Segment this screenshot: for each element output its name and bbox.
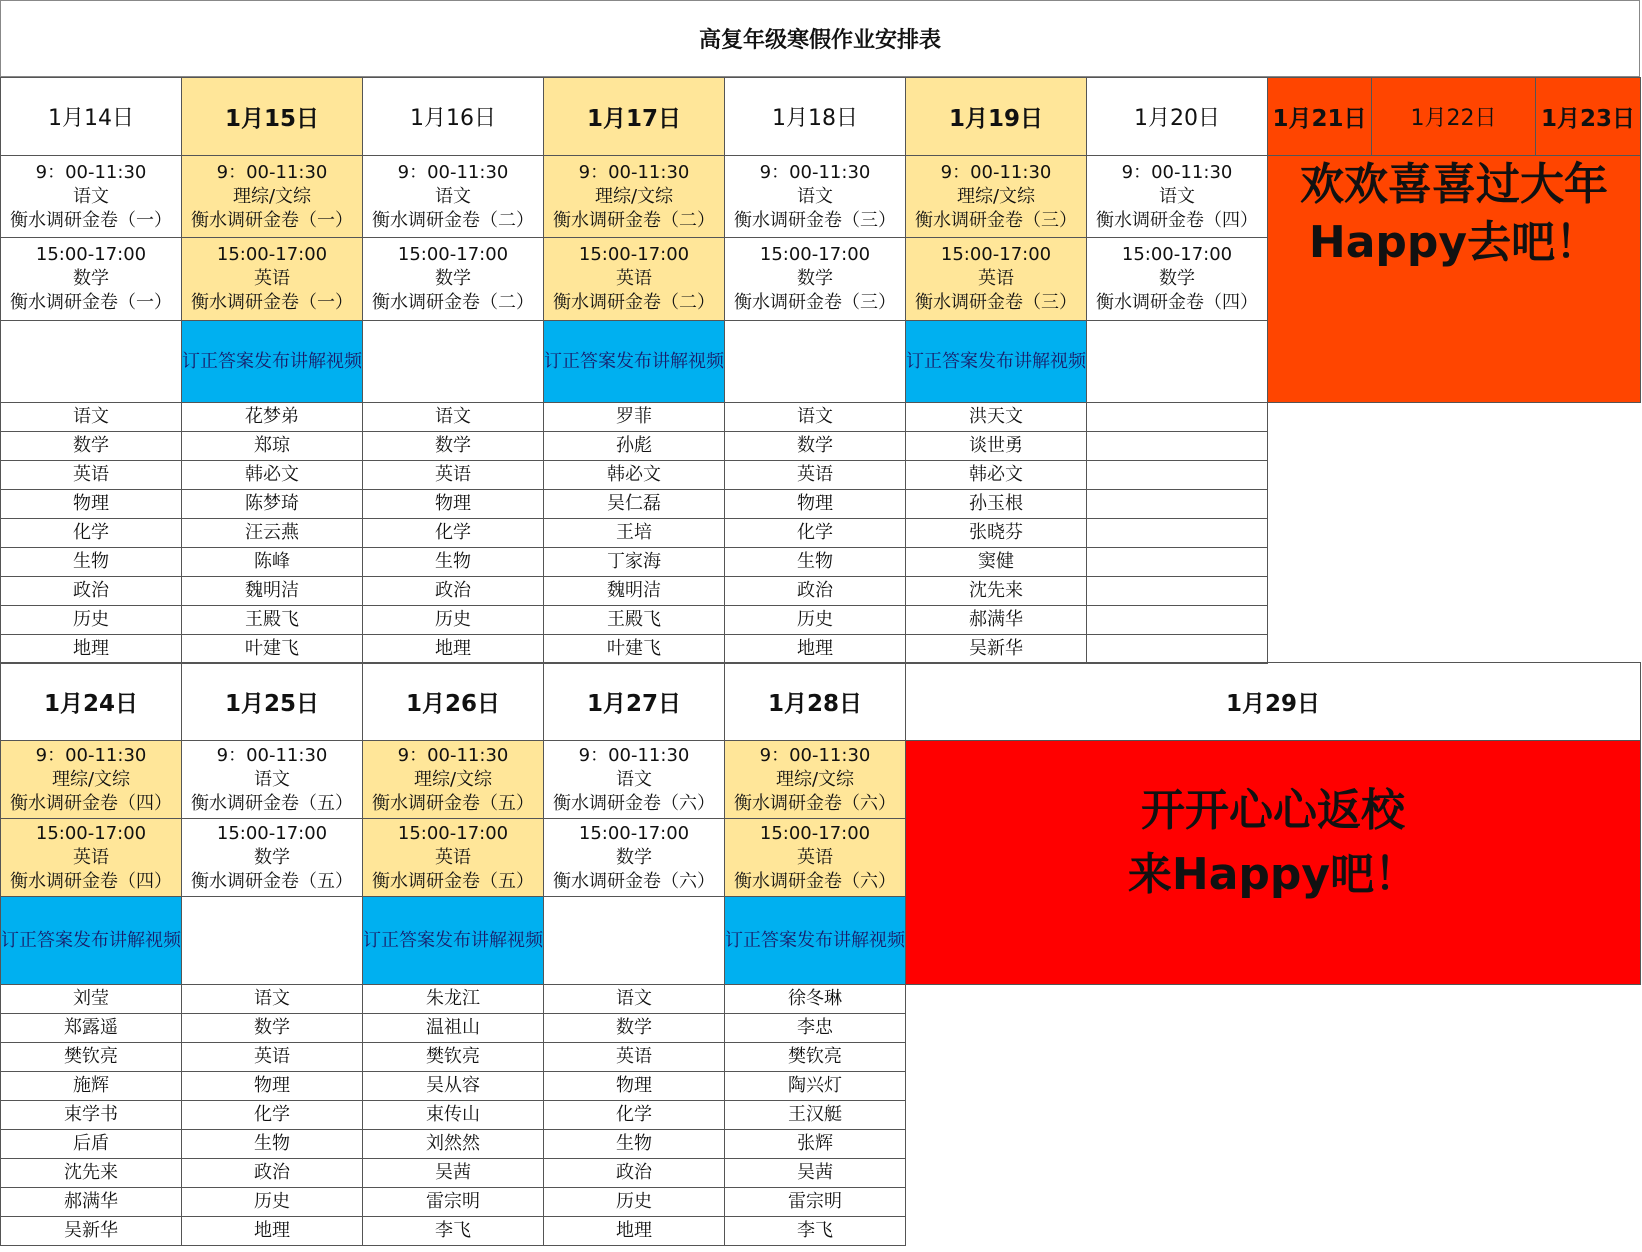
table-row bbox=[1, 635, 1641, 664]
empty-cell bbox=[725, 320, 906, 402]
week2-table bbox=[0, 662, 1641, 1246]
teacher-cell: 郝满华 bbox=[906, 606, 1087, 635]
table-row bbox=[1, 1217, 1641, 1246]
teacher-cell: 施辉 bbox=[1, 1072, 182, 1101]
teacher-cell: 沈先来 bbox=[906, 577, 1087, 606]
teacher-cell: 韩必文 bbox=[544, 461, 725, 490]
teacher-cell: 谈世勇 bbox=[906, 432, 1087, 461]
teacher-cell: 叶建飞 bbox=[544, 635, 725, 664]
table-row bbox=[1, 577, 1641, 606]
date-header: 1月28日 bbox=[725, 663, 906, 741]
task-cell: 15:00-17:00 数学 衡水调研金卷（一） bbox=[1, 238, 182, 320]
teacher-cell: 雷宗明 bbox=[363, 1188, 544, 1217]
subject-cell: 物理 bbox=[182, 1072, 363, 1101]
video-cell: 订正答案发布讲解视频 bbox=[363, 897, 544, 985]
teacher-cell: 温祖山 bbox=[363, 1014, 544, 1043]
date-header: 1月22日 bbox=[1372, 78, 1536, 156]
empty-cell bbox=[182, 897, 363, 985]
teacher-cell: 王培 bbox=[544, 519, 725, 548]
teacher-cell: 吴新华 bbox=[1, 1217, 182, 1246]
video-cell: 订正答案发布讲解视频 bbox=[725, 897, 906, 985]
teacher-cell: 魏明洁 bbox=[182, 577, 363, 606]
task-cell: 15:00-17:00 英语 衡水调研金卷（四） bbox=[1, 819, 182, 897]
subject-cell: 生物 bbox=[363, 548, 544, 577]
subject-cell: 语文 bbox=[182, 985, 363, 1014]
teacher-cell: 沈先来 bbox=[1, 1159, 182, 1188]
task-cell: 9：00-11:30 理综/文综 衡水调研金卷（一） bbox=[182, 156, 363, 238]
task-cell: 9：00-11:30 语文 衡水调研金卷（六） bbox=[544, 741, 725, 819]
subject-cell: 地理 bbox=[1, 635, 182, 664]
subject-cell: 政治 bbox=[1, 577, 182, 606]
teacher-cell: 雷宗明 bbox=[725, 1188, 906, 1217]
teacher-cell: 樊钦亮 bbox=[1, 1043, 182, 1072]
subject-cell: 数学 bbox=[363, 432, 544, 461]
return-banner bbox=[906, 741, 1641, 985]
teacher-cell: 吴茜 bbox=[725, 1159, 906, 1188]
empty-cell bbox=[544, 897, 725, 985]
date-header: 1月21日 bbox=[1268, 78, 1372, 156]
empty-cell bbox=[363, 320, 544, 402]
teacher-cell: 郝满华 bbox=[1, 1188, 182, 1217]
date-header: 1月18日 bbox=[725, 78, 906, 156]
date-header: 1月14日 bbox=[1, 78, 182, 156]
teacher-cell: 束传山 bbox=[363, 1101, 544, 1130]
task-cell: 9：00-11:30 语文 衡水调研金卷（四） bbox=[1087, 156, 1268, 238]
table-row bbox=[1, 403, 1641, 432]
date-header: 1月19日 bbox=[906, 78, 1087, 156]
subject-cell: 语文 bbox=[725, 403, 906, 432]
date-header: 1月23日 bbox=[1536, 78, 1641, 156]
empty-cell bbox=[1087, 606, 1268, 635]
subject-cell: 化学 bbox=[1, 519, 182, 548]
subject-cell: 历史 bbox=[182, 1188, 363, 1217]
task-cell: 9：00-11:30 理综/文综 衡水调研金卷（二） bbox=[544, 156, 725, 238]
subject-cell: 政治 bbox=[363, 577, 544, 606]
subject-cell: 历史 bbox=[544, 1188, 725, 1217]
subject-cell: 物理 bbox=[1, 490, 182, 519]
table-row bbox=[1, 1014, 1641, 1043]
teacher-cell: 徐冬琳 bbox=[725, 985, 906, 1014]
subject-cell: 生物 bbox=[725, 548, 906, 577]
task-cell: 15:00-17:00 英语 衡水调研金卷（六） bbox=[725, 819, 906, 897]
subject-cell: 地理 bbox=[363, 635, 544, 664]
subject-cell: 地理 bbox=[544, 1217, 725, 1246]
holiday-line2: Happy去吧！ bbox=[1308, 217, 1600, 268]
subject-cell: 政治 bbox=[182, 1159, 363, 1188]
teacher-cell: 吴仁磊 bbox=[544, 490, 725, 519]
empty-cell bbox=[1087, 577, 1268, 606]
teacher-cell: 孙玉根 bbox=[906, 490, 1087, 519]
subject-cell: 语文 bbox=[544, 985, 725, 1014]
task-cell: 9：00-11:30 语文 衡水调研金卷（五） bbox=[182, 741, 363, 819]
teacher-cell: 王殿飞 bbox=[182, 606, 363, 635]
teacher-cell: 陈峰 bbox=[182, 548, 363, 577]
sheet-title: 高复年级寒假作业安排表 bbox=[0, 0, 1640, 77]
teacher-cell: 王殿飞 bbox=[544, 606, 725, 635]
date-header: 1月17日 bbox=[544, 78, 725, 156]
task-cell: 9：00-11:30 语文 衡水调研金卷（二） bbox=[363, 156, 544, 238]
subject-cell: 化学 bbox=[182, 1101, 363, 1130]
task-cell: 9：00-11:30 理综/文综 衡水调研金卷（五） bbox=[363, 741, 544, 819]
video-cell: 订正答案发布讲解视频 bbox=[182, 320, 363, 402]
empty-cell bbox=[1087, 519, 1268, 548]
teacher-cell: 刘然然 bbox=[363, 1130, 544, 1159]
teacher-cell: 叶建飞 bbox=[182, 635, 363, 664]
task-cell: 9：00-11:30 理综/文综 衡水调研金卷（四） bbox=[1, 741, 182, 819]
subject-cell: 生物 bbox=[544, 1130, 725, 1159]
date-header: 1月29日 bbox=[906, 663, 1641, 741]
subject-cell: 历史 bbox=[1, 606, 182, 635]
return-line1: 开开心心返校 bbox=[1141, 784, 1405, 836]
table-row bbox=[1, 490, 1641, 519]
date-header: 1月20日 bbox=[1087, 78, 1268, 156]
week1-morning-row bbox=[1, 156, 1641, 238]
task-cell: 15:00-17:00 英语 衡水调研金卷（三） bbox=[906, 238, 1087, 320]
subject-cell: 数学 bbox=[182, 1014, 363, 1043]
holiday-line1: 欢欢喜喜过大年 bbox=[1300, 159, 1608, 210]
teacher-cell: 樊钦亮 bbox=[363, 1043, 544, 1072]
subject-cell: 历史 bbox=[725, 606, 906, 635]
date-header: 1月26日 bbox=[363, 663, 544, 741]
task-cell: 15:00-17:00 英语 衡水调研金卷（五） bbox=[363, 819, 544, 897]
subject-cell: 化学 bbox=[544, 1101, 725, 1130]
date-header: 1月27日 bbox=[544, 663, 725, 741]
week2-morning-row bbox=[1, 741, 1641, 819]
table-row bbox=[1, 461, 1641, 490]
table-row bbox=[1, 1043, 1641, 1072]
teacher-cell: 汪云燕 bbox=[182, 519, 363, 548]
date-header: 1月25日 bbox=[182, 663, 363, 741]
teacher-cell: 洪天文 bbox=[906, 403, 1087, 432]
task-cell: 9：00-11:30 语文 衡水调研金卷（一） bbox=[1, 156, 182, 238]
empty-cell bbox=[1087, 403, 1268, 432]
task-cell: 15:00-17:00 数学 衡水调研金卷（六） bbox=[544, 819, 725, 897]
teacher-cell: 李飞 bbox=[363, 1217, 544, 1246]
teacher-cell: 陈梦琦 bbox=[182, 490, 363, 519]
task-cell: 15:00-17:00 英语 衡水调研金卷（一） bbox=[182, 238, 363, 320]
teacher-cell: 吴从容 bbox=[363, 1072, 544, 1101]
teacher-cell: 张晓芬 bbox=[906, 519, 1087, 548]
teacher-cell: 吴新华 bbox=[906, 635, 1087, 664]
teacher-cell: 张辉 bbox=[725, 1130, 906, 1159]
subject-cell: 语文 bbox=[1, 403, 182, 432]
table-row bbox=[1, 985, 1641, 1014]
teacher-cell: 韩必文 bbox=[906, 461, 1087, 490]
subject-cell: 英语 bbox=[363, 461, 544, 490]
empty-cell bbox=[1, 320, 182, 402]
teacher-cell: 朱龙江 bbox=[363, 985, 544, 1014]
teacher-cell: 吴茜 bbox=[363, 1159, 544, 1188]
task-cell: 15:00-17:00 数学 衡水调研金卷（三） bbox=[725, 238, 906, 320]
subject-cell: 历史 bbox=[363, 606, 544, 635]
subject-cell: 物理 bbox=[725, 490, 906, 519]
teacher-cell: 花梦弟 bbox=[182, 403, 363, 432]
task-cell: 15:00-17:00 数学 衡水调研金卷（五） bbox=[182, 819, 363, 897]
teacher-cell: 罗菲 bbox=[544, 403, 725, 432]
empty-cell bbox=[1087, 320, 1268, 402]
subject-cell: 地理 bbox=[725, 635, 906, 664]
subject-cell: 英语 bbox=[544, 1043, 725, 1072]
subject-cell: 物理 bbox=[363, 490, 544, 519]
task-cell: 9：00-11:30 理综/文综 衡水调研金卷（六） bbox=[725, 741, 906, 819]
subject-cell: 生物 bbox=[1, 548, 182, 577]
teacher-cell: 郑琼 bbox=[182, 432, 363, 461]
teacher-cell: 樊钦亮 bbox=[725, 1043, 906, 1072]
table-row bbox=[1, 1101, 1641, 1130]
subject-cell: 数学 bbox=[544, 1014, 725, 1043]
subject-cell: 英语 bbox=[1, 461, 182, 490]
date-header: 1月16日 bbox=[363, 78, 544, 156]
task-cell: 15:00-17:00 数学 衡水调研金卷（二） bbox=[363, 238, 544, 320]
table-row bbox=[1, 548, 1641, 577]
teacher-cell: 魏明洁 bbox=[544, 577, 725, 606]
holiday-banner bbox=[1268, 156, 1641, 403]
subject-cell: 政治 bbox=[725, 577, 906, 606]
teacher-cell: 韩必文 bbox=[182, 461, 363, 490]
teacher-cell: 李飞 bbox=[725, 1217, 906, 1246]
teacher-cell: 后盾 bbox=[1, 1130, 182, 1159]
teacher-cell: 李忠 bbox=[725, 1014, 906, 1043]
subject-cell: 英语 bbox=[182, 1043, 363, 1072]
date-header: 1月24日 bbox=[1, 663, 182, 741]
table-row bbox=[1, 1159, 1641, 1188]
subject-cell: 数学 bbox=[1, 432, 182, 461]
subject-cell: 化学 bbox=[363, 519, 544, 548]
empty-cell bbox=[1087, 490, 1268, 519]
teacher-cell: 郑露遥 bbox=[1, 1014, 182, 1043]
empty-cell bbox=[1087, 461, 1268, 490]
empty-cell bbox=[1087, 432, 1268, 461]
table-row bbox=[1, 1072, 1641, 1101]
table-row bbox=[1, 1188, 1641, 1217]
teacher-cell: 孙彪 bbox=[544, 432, 725, 461]
empty-cell bbox=[1087, 635, 1268, 664]
teacher-cell: 刘莹 bbox=[1, 985, 182, 1014]
subject-cell: 物理 bbox=[544, 1072, 725, 1101]
task-cell: 15:00-17:00 数学 衡水调研金卷（四） bbox=[1087, 238, 1268, 320]
table-row bbox=[1, 519, 1641, 548]
video-cell: 订正答案发布讲解视频 bbox=[1, 897, 182, 985]
teacher-cell: 王汉艇 bbox=[725, 1101, 906, 1130]
subject-cell: 语文 bbox=[363, 403, 544, 432]
task-cell: 9：00-11:30 语文 衡水调研金卷（三） bbox=[725, 156, 906, 238]
week1-date-row bbox=[1, 78, 1641, 156]
teacher-cell: 丁家海 bbox=[544, 548, 725, 577]
date-header: 1月15日 bbox=[182, 78, 363, 156]
subject-cell: 英语 bbox=[725, 461, 906, 490]
subject-cell: 数学 bbox=[725, 432, 906, 461]
week1-table bbox=[0, 77, 1641, 664]
subject-cell: 地理 bbox=[182, 1217, 363, 1246]
subject-cell: 政治 bbox=[544, 1159, 725, 1188]
teacher-cell: 窦健 bbox=[906, 548, 1087, 577]
video-cell: 订正答案发布讲解视频 bbox=[544, 320, 725, 402]
task-cell: 15:00-17:00 英语 衡水调研金卷（二） bbox=[544, 238, 725, 320]
subject-cell: 生物 bbox=[182, 1130, 363, 1159]
teacher-cell: 束学书 bbox=[1, 1101, 182, 1130]
table-row bbox=[1, 606, 1641, 635]
task-cell: 9：00-11:30 理综/文综 衡水调研金卷（三） bbox=[906, 156, 1087, 238]
return-line2: 来Happy吧！ bbox=[1127, 848, 1419, 900]
teacher-cell: 陶兴灯 bbox=[725, 1072, 906, 1101]
week2-date-row bbox=[1, 663, 1641, 741]
empty-cell bbox=[1087, 548, 1268, 577]
video-cell: 订正答案发布讲解视频 bbox=[906, 320, 1087, 402]
table-row bbox=[1, 1130, 1641, 1159]
subject-cell: 化学 bbox=[725, 519, 906, 548]
table-row bbox=[1, 432, 1641, 461]
